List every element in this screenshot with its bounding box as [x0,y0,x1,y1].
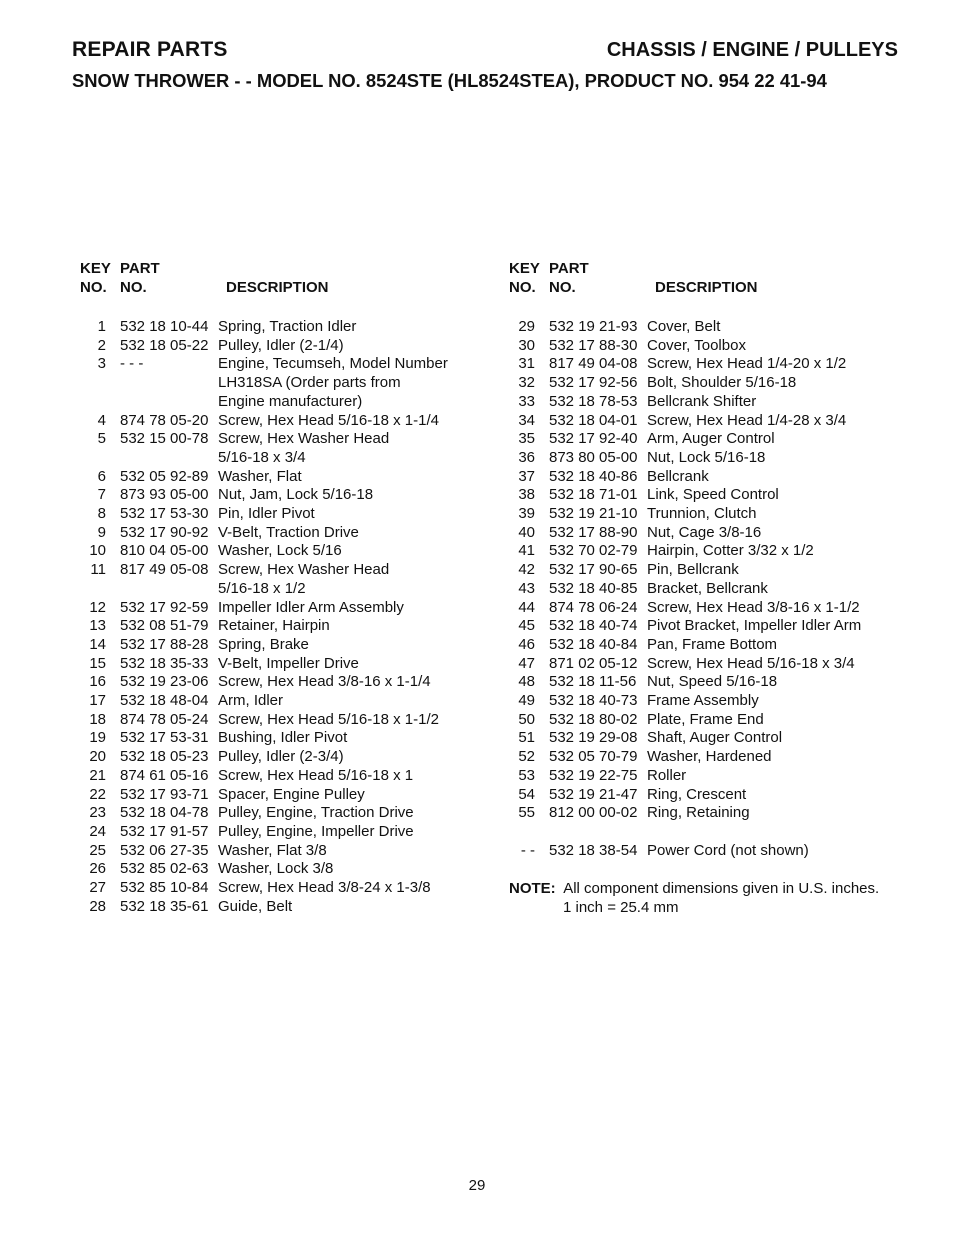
part-number: 532 19 22-75 [549,766,638,784]
part-number: 532 19 21-10 [549,505,638,523]
part-number: 532 18 71-01 [549,486,638,504]
model-subtitle: SNOW THROWER - - MODEL NO. 8524STE (HL8524STEA), PRODUCT NO. 954 22 41-94 [72,70,827,91]
key-number: 9 [97,523,106,541]
key-number: 40 [518,523,535,541]
part-number: 532 18 35-61 [120,897,209,915]
part-number: 532 17 93-71 [120,785,209,803]
table-row [509,561,929,580]
part-number: 532 06 27-35 [120,841,209,859]
key-number: 31 [518,355,535,373]
part-description: Screw, Hex Head 3/8-16 x 1-1/4 [218,673,431,691]
key-number: 19 [89,729,106,747]
part-number: 532 15 00-78 [120,430,209,448]
key-header-no: NO. [509,278,536,296]
part-description: Screw, Hex Head 5/16-18 x 1-1/4 [218,411,439,429]
key-number: 25 [89,841,106,859]
part-header-no: NO. [120,278,147,296]
table-row [80,786,500,805]
part-number: 532 18 40-85 [549,579,638,597]
part-number: 532 17 90-92 [120,523,209,541]
key-number: 33 [518,392,535,410]
part-number: 532 18 05-22 [120,336,209,354]
part-description: Impeller Idler Arm Assembly [218,598,404,616]
key-number: 13 [89,617,106,635]
part-number: 817 49 04-08 [549,355,638,373]
part-description: Screw, Hex Head 1/4-28 x 3/4 [647,411,847,429]
key-number: 35 [518,430,535,448]
part-number: 532 17 91-57 [120,822,209,840]
part-description: Screw, Hex Washer Head [218,561,390,579]
part-number: 874 78 06-24 [549,598,638,616]
key-number: 50 [518,710,535,728]
part-number: 532 18 10-44 [120,318,209,335]
table-row [80,580,500,599]
part-description: Pulley, Engine, Impeller Drive [218,822,414,840]
part-number: 532 18 40-86 [549,467,638,485]
key-number: 55 [518,804,535,822]
part-number: 532 17 53-30 [120,505,209,523]
part-description: Spacer, Engine Pulley [218,785,365,803]
part-description: Washer, Lock 3/8 [218,860,334,878]
key-number: 7 [97,486,106,504]
key-number: 41 [518,542,535,560]
table-row [509,542,929,561]
part-number: 532 17 92-40 [549,430,638,448]
part-number: 532 17 88-30 [549,336,638,354]
table-row [80,486,500,505]
table-row [80,524,500,543]
table-row [509,374,929,393]
part-description: Washer, Lock 5/16 [218,542,342,560]
part-description: Guide, Belt [218,897,293,915]
key-number: 22 [89,785,106,803]
table-row [509,505,929,524]
table-row [509,430,929,449]
key-number: 53 [518,766,535,784]
part-description: Bellcrank Shifter [647,392,757,410]
part-number: 532 17 92-56 [549,374,638,392]
part-description: Link, Speed Control [647,486,779,504]
part-description: Bracket, Bellcrank [647,579,768,597]
part-description: Bolt, Shoulder 5/16-18 [647,374,797,392]
key-number: 52 [518,748,535,766]
part-number: 532 08 51-79 [120,617,209,635]
part-description: Pivot Bracket, Impeller Idler Arm [647,617,862,635]
key-number: 49 [518,692,535,710]
part-number: 532 85 02-63 [120,860,209,878]
note-line-1: All component dimensions given in U.S. inches. [563,880,880,898]
part-description: Engine manufacturer) [218,392,363,410]
part-description: Pulley, Idler (2-1/4) [218,336,344,354]
key-number: - - [520,841,535,859]
part-number: 532 18 78-53 [549,392,638,410]
table-row [509,692,929,711]
part-description: Screw, Hex Head 5/16-18 x 1-1/2 [218,710,439,728]
table-row [509,524,929,543]
part-number: 532 19 21-47 [549,785,638,803]
key-number: 29 [518,318,535,335]
part-description: Engine, Tecumseh, Model Number [218,355,448,373]
table-row [80,711,500,730]
part-number: 532 18 40-73 [549,692,638,710]
key-number: 51 [518,729,535,747]
part-description: Screw, Hex Head 1/4-20 x 1/2 [647,355,847,373]
parts-list-left [80,260,500,917]
part-description: Plate, Frame End [647,710,764,728]
part-number: 532 17 92-59 [120,598,209,616]
table-row [80,767,500,786]
key-number: 30 [518,336,535,354]
table-row [80,692,500,711]
key-number: 20 [89,748,106,766]
part-description: Roller [647,766,687,784]
part-number: 874 61 05-16 [120,766,209,784]
part-description: Screw, Hex Head 5/16-18 x 1 [218,766,414,784]
table-row [80,748,500,767]
table-row [509,580,929,599]
part-description: Pulley, Engine, Traction Drive [218,804,414,822]
key-number: 38 [518,486,535,504]
part-number: 873 80 05-00 [549,448,638,466]
key-number: 28 [89,897,106,915]
part-number: 532 17 88-28 [120,635,209,653]
part-description: Screw, Hex Washer Head [218,430,390,448]
table-header [509,260,929,300]
part-number: 532 18 38-54 [549,841,638,859]
table-row [509,412,929,431]
table-row [80,337,500,356]
table-row [509,393,929,412]
part-number: 532 19 21-93 [549,318,638,335]
table-row [80,804,500,823]
table-row [509,729,929,748]
key-number: 6 [97,467,106,485]
table-row [80,542,500,561]
key-header: KEY [509,260,540,277]
key-number: 44 [518,598,535,616]
part-number: - - - [120,355,144,373]
table-row [509,804,929,823]
note-line-2: 1 inch = 25.4 mm [563,899,679,917]
table-row [509,748,929,767]
part-header: PART [549,260,589,277]
table-row [80,599,500,618]
key-number: 1 [97,318,106,335]
key-number: 34 [518,411,535,429]
key-header-no: NO. [80,278,107,296]
part-description: Hairpin, Cotter 3/32 x 1/2 [647,542,814,560]
section-title: REPAIR PARTS [72,38,228,61]
part-description: Spring, Brake [218,635,309,653]
table-row [509,355,929,374]
table-row [80,617,500,636]
table-row [80,468,500,487]
key-number: 54 [518,785,535,803]
table-row [509,636,929,655]
table-row [509,673,929,692]
part-description: Cover, Toolbox [647,336,746,354]
part-number: 810 04 05-00 [120,542,209,560]
key-number: 2 [97,336,106,354]
parts-rows-right [509,318,929,823]
key-number: 18 [89,710,106,728]
table-row [80,430,500,449]
part-description: Retainer, Hairpin [218,617,330,635]
key-number: 3 [97,355,106,373]
part-description: Pin, Bellcrank [647,561,739,579]
table-row [80,449,500,468]
key-number: 17 [89,692,106,710]
part-description: Washer, Hardened [647,748,772,766]
section-subject: CHASSIS / ENGINE / PULLEYS [606,39,898,61]
key-number: 27 [89,879,106,897]
part-number: 532 18 40-84 [549,635,638,653]
part-description: Ring, Crescent [647,785,747,803]
key-number: 32 [518,374,535,392]
key-number: 21 [89,766,106,784]
part-description: Frame Assembly [647,692,759,710]
parts-list-right [509,260,929,917]
key-number: 48 [518,673,535,691]
part-description: Power Cord (not shown) [647,841,809,859]
part-description: Nut, Speed 5/16-18 [647,673,778,691]
table-row [80,879,500,898]
part-header-no: NO. [549,278,576,296]
part-number: 817 49 05-08 [120,561,209,579]
part-number: 874 78 05-24 [120,710,209,728]
table-row [80,860,500,879]
table-row [80,729,500,748]
key-number: 47 [518,654,535,672]
key-number: 43 [518,579,535,597]
page-number: 29 [468,1177,486,1194]
part-number: 532 18 80-02 [549,710,638,728]
key-number: 8 [97,505,106,523]
part-description: Ring, Retaining [647,804,750,822]
key-number: 23 [89,804,106,822]
part-description: Arm, Idler [218,692,284,710]
table-row [509,486,929,505]
table-row [509,786,929,805]
key-number: 45 [518,617,535,635]
part-description: Screw, Hex Head 3/8-24 x 1-3/8 [218,879,431,897]
table-row-power-cord [509,842,929,861]
part-number: 532 05 92-89 [120,467,209,485]
part-description: Screw, Hex Head 3/8-16 x 1-1/2 [647,598,860,616]
part-description: Nut, Lock 5/16-18 [647,448,766,466]
table-header [80,260,500,300]
part-description: Nut, Jam, Lock 5/16-18 [218,486,374,504]
table-row [509,617,929,636]
part-header: PART [120,260,160,277]
key-number: 26 [89,860,106,878]
dimension-note [509,879,929,917]
part-description: Bushing, Idler Pivot [218,729,348,747]
part-number: 871 02 05-12 [549,654,638,672]
part-number: 532 18 04-01 [549,411,638,429]
table-row [509,599,929,618]
part-description: Trunnion, Clutch [647,505,757,523]
table-row [80,898,500,917]
key-number: 16 [89,673,106,691]
table-row [80,842,500,861]
table-row [509,468,929,487]
key-number: 14 [89,635,106,653]
part-number: 532 18 35-33 [120,654,209,672]
part-description: Arm, Auger Control [647,430,775,448]
part-number: 532 18 11-56 [549,673,637,691]
description-header: DESCRIPTION [655,278,758,296]
part-number: 532 18 05-23 [120,748,209,766]
part-number: 532 85 10-84 [120,879,209,897]
part-number: 532 19 29-08 [549,729,638,747]
table-row [80,673,500,692]
part-number: 812 00 00-02 [549,804,638,822]
part-number: 532 18 40-74 [549,617,638,635]
part-description: Screw, Hex Head 5/16-18 x 3/4 [647,654,855,672]
part-description: Pulley, Idler (2-3/4) [218,748,344,766]
part-number: 532 18 04-78 [120,804,209,822]
description-header: DESCRIPTION [226,278,329,296]
table-row [509,655,929,674]
table-row [80,355,500,374]
note-label: NOTE: [509,880,556,898]
table-row [509,337,929,356]
table-row [80,561,500,580]
key-number: 36 [518,448,535,466]
part-number: 532 70 02-79 [549,542,638,560]
part-description: 5/16-18 x 1/2 [218,579,306,597]
table-row [80,318,500,337]
table-row [80,655,500,674]
key-number: 10 [89,542,106,560]
key-number: 37 [518,467,535,485]
table-row [80,636,500,655]
part-description: LH318SA (Order parts from [218,374,401,392]
key-number: 4 [97,411,106,429]
table-row [509,449,929,468]
key-number: 5 [97,430,106,448]
part-number: 532 18 48-04 [120,692,209,710]
key-number: 39 [518,505,535,523]
part-number: 532 17 90-65 [549,561,638,579]
key-number: 12 [89,598,106,616]
key-number: 11 [90,561,106,579]
part-description: Washer, Flat [218,467,302,485]
part-number: 874 78 05-20 [120,411,209,429]
part-number: 873 93 05-00 [120,486,209,504]
table-row [509,318,929,337]
part-description: Bellcrank [647,467,709,485]
part-description: V-Belt, Impeller Drive [218,654,359,672]
part-number: 532 19 23-06 [120,673,209,691]
table-row [80,412,500,431]
part-description: Shaft, Auger Control [647,729,783,747]
parts-rows-left [80,318,500,917]
table-row [509,767,929,786]
table-row [80,505,500,524]
part-description: Pan, Frame Bottom [647,635,778,653]
part-description: Washer, Flat 3/8 [218,841,327,859]
part-description: Cover, Belt [647,318,721,335]
part-number: 532 05 70-79 [549,748,638,766]
part-description: V-Belt, Traction Drive [218,523,359,541]
part-number: 532 17 53-31 [120,729,209,747]
table-row [80,374,500,393]
table-row [509,711,929,730]
part-description: Spring, Traction Idler [218,318,357,335]
part-description: 5/16-18 x 3/4 [218,448,306,466]
table-row [80,393,500,412]
table-row [80,823,500,842]
key-number: 46 [518,635,535,653]
key-number: 15 [89,654,106,672]
key-header: KEY [80,260,111,277]
key-number: 42 [518,561,535,579]
part-description: Pin, Idler Pivot [218,505,315,523]
part-number: 532 17 88-90 [549,523,638,541]
part-description: Nut, Cage 3/8-16 [647,523,762,541]
key-number: 24 [89,822,106,840]
